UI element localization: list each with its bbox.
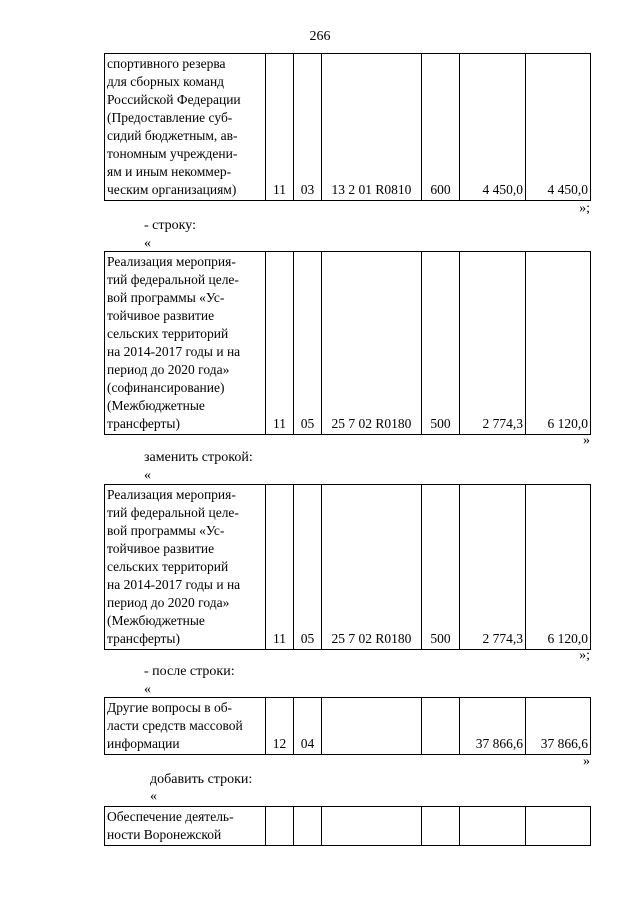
row-name: Другие вопросы в об- ласти средств массовой информации bbox=[105, 698, 266, 755]
add-rows-label: добавить строки: bbox=[150, 772, 253, 787]
row-pr: 05 bbox=[294, 485, 322, 650]
row-rz: 11 bbox=[266, 54, 294, 201]
row-sum1 bbox=[460, 807, 526, 846]
opening-quote: « bbox=[144, 468, 151, 483]
row-csr bbox=[322, 698, 422, 755]
row-vr bbox=[422, 807, 460, 846]
row-pr: 04 bbox=[294, 698, 322, 755]
budget-table-1 bbox=[104, 53, 591, 201]
row-rz: 12 bbox=[266, 698, 294, 755]
row-name: Реализация мероприя- тий федеральной целе- вой программы «Ус- тойчивое развитие сельских территорий на 2014-2017 годы и на период до 2020 года» (софинансирование) (Межбюджетные трансферты) bbox=[105, 252, 266, 435]
budget-table-2 bbox=[104, 251, 591, 435]
table-row bbox=[105, 54, 591, 201]
row-vr bbox=[422, 698, 460, 755]
row-pr: 03 bbox=[294, 54, 322, 201]
closing-quote: » bbox=[583, 433, 590, 448]
replace-label: заменить строкой: bbox=[144, 450, 253, 465]
opening-quote: « bbox=[144, 236, 151, 251]
line-row-label: - строку: bbox=[144, 218, 196, 233]
closing-quote: » bbox=[583, 754, 590, 769]
row-sum2: 6 120,0 bbox=[526, 485, 591, 650]
row-pr bbox=[294, 807, 322, 846]
table-row bbox=[105, 252, 591, 435]
closing-quote: »; bbox=[579, 201, 590, 216]
row-vr: 600 bbox=[422, 54, 460, 201]
row-rz: 11 bbox=[266, 252, 294, 435]
row-sum2 bbox=[526, 807, 591, 846]
table-row bbox=[105, 485, 591, 650]
row-vr: 500 bbox=[422, 252, 460, 435]
row-name: спортивного резерва для сборных команд Российской Федерации (Предоставление суб- сидий бюджетным, ав- тономным учреждени- ям и иным некоммер- ческим организациям) bbox=[105, 54, 266, 201]
page-number: 266 bbox=[309, 29, 331, 44]
row-csr: 13 2 01 R0810 bbox=[322, 54, 422, 201]
row-rz bbox=[266, 807, 294, 846]
row-vr: 500 bbox=[422, 485, 460, 650]
row-csr: 25 7 02 R0180 bbox=[322, 485, 422, 650]
row-sum2: 37 866,6 bbox=[526, 698, 591, 755]
row-name: Реализация мероприя- тий федеральной целе- вой программы «Ус- тойчивое развитие сельских территорий на 2014-2017 годы и на период до 2020 года» (Межбюджетные трансферты) bbox=[105, 485, 266, 650]
row-sum2: 4 450,0 bbox=[526, 54, 591, 201]
closing-quote: »; bbox=[579, 648, 590, 663]
budget-table-4 bbox=[104, 697, 591, 755]
opening-quote: « bbox=[144, 682, 151, 697]
row-sum1: 2 774,3 bbox=[460, 252, 526, 435]
budget-table-5 bbox=[104, 806, 591, 846]
row-sum1: 4 450,0 bbox=[460, 54, 526, 201]
budget-table-3 bbox=[104, 484, 591, 650]
row-sum2: 6 120,0 bbox=[526, 252, 591, 435]
row-sum1: 37 866,6 bbox=[460, 698, 526, 755]
table-row bbox=[105, 698, 591, 755]
table-row bbox=[105, 807, 591, 846]
opening-quote: « bbox=[150, 789, 157, 804]
after-row-label: - после строки: bbox=[144, 664, 235, 679]
row-csr: 25 7 02 R0180 bbox=[322, 252, 422, 435]
row-csr bbox=[322, 807, 422, 846]
row-sum1: 2 774,3 bbox=[460, 485, 526, 650]
row-pr: 05 bbox=[294, 252, 322, 435]
row-name: Обеспечение деятель- ности Воронежской bbox=[105, 807, 266, 846]
row-rz: 11 bbox=[266, 485, 294, 650]
